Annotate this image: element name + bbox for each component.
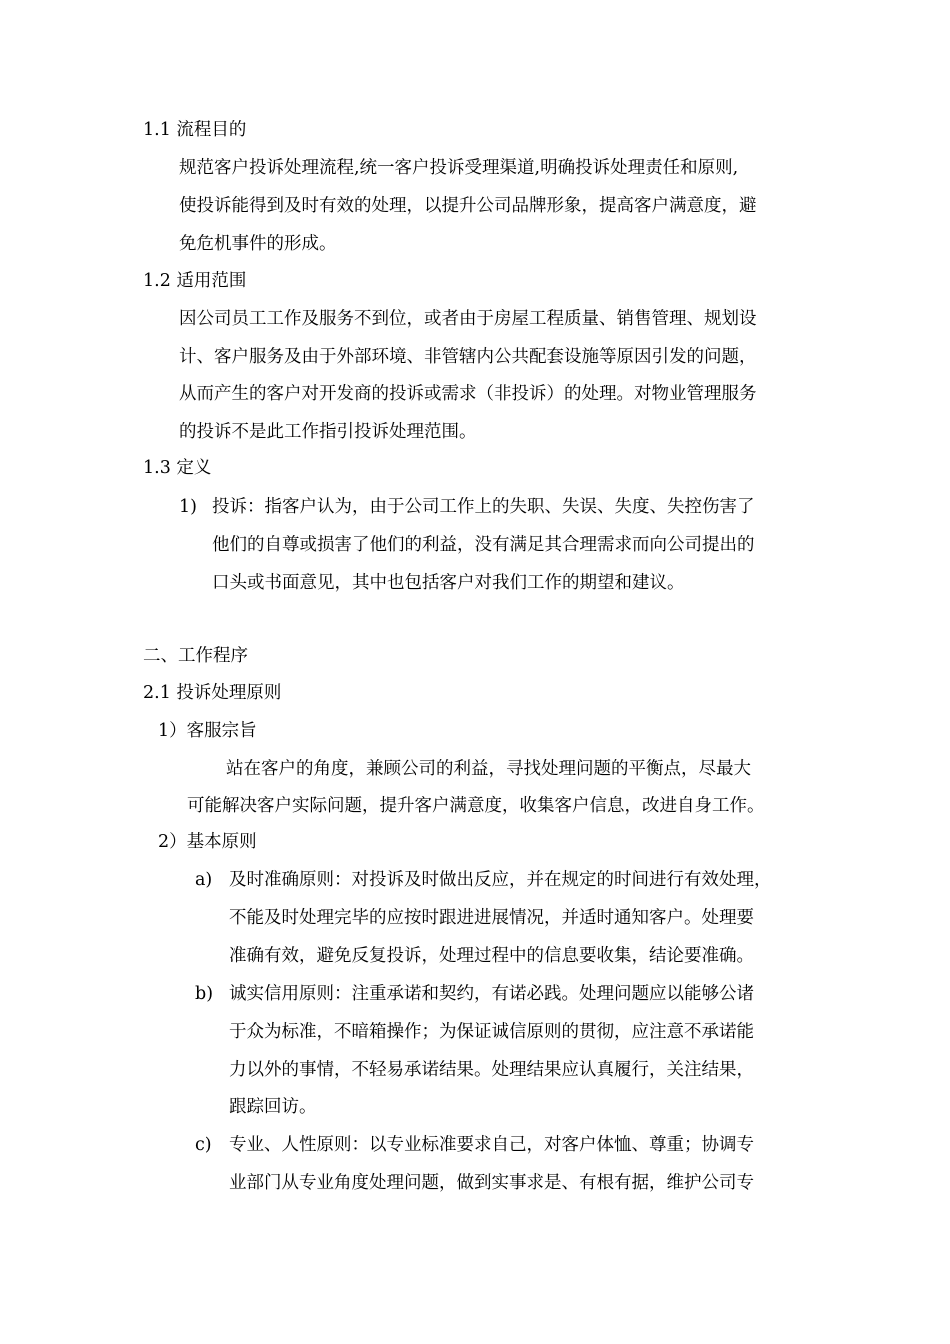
paragraph-line: 可能解决客户实际问题，提升客户满意度，收集客户信息，改进自身工作。 [187, 796, 765, 816]
paragraph-line: 使投诉能得到及时有效的处理，以提升公司品牌形象，提高客户满意度，避 [179, 196, 757, 216]
heading-section-2: 二、工作程序 [143, 646, 248, 666]
paragraph-line: 站在客户的角度，兼顾公司的利益，寻找处理问题的平衡点，尽最大 [226, 759, 751, 779]
list-marker: b) [195, 984, 214, 1004]
definition-line: 投诉：指客户认为，由于公司工作上的失职、失误、失度、失控伤害了 [212, 497, 755, 517]
principle-line: 业部门从专业角度处理问题，做到实事求是、有根有据，维护公司专 [229, 1173, 754, 1193]
paragraph-line: 免危机事件的形成。 [179, 234, 337, 254]
principle-line: 不能及时处理完毕的应按时跟进进展情况，并适时通知客户。处理要 [229, 908, 754, 928]
principle-line: 跟踪回访。 [229, 1097, 317, 1117]
paragraph-line: 规范客户投诉处理流程,统一客户投诉受理渠道,明确投诉处理责任和原则, [179, 158, 739, 178]
heading-1-2: 1.2 适用范围 [143, 271, 247, 291]
principle-line: 及时准确原则：对投诉及时做出反应，并在规定的时间进行有效处理， [229, 870, 772, 890]
subheading-service-purpose: 1）客服宗旨 [158, 721, 257, 741]
principle-line: 准确有效，避免反复投诉，处理过程中的信息要收集，结论要准确。 [229, 946, 754, 966]
subheading-basic-principles: 2）基本原则 [158, 832, 257, 852]
list-marker: 1) [179, 497, 197, 517]
principle-line: 于众为标准，不暗箱操作；为保证诚信原则的贯彻，应注意不承诺能 [229, 1022, 754, 1042]
principle-line: 诚实信用原则：注重承诺和契约，有诺必践。处理问题应以能够公诸 [229, 984, 754, 1004]
list-marker: c) [195, 1135, 212, 1155]
heading-1-1: 1.1 流程目的 [143, 120, 247, 140]
principle-line: 专业、人性原则：以专业标准要求自己，对客户体恤、尊重；协调专 [229, 1135, 754, 1155]
principle-line: 力以外的事情，不轻易承诺结果。处理结果应认真履行，关注结果， [229, 1060, 754, 1080]
paragraph-line: 的投诉不是此工作指引投诉处理范围。 [179, 422, 477, 442]
heading-2-1: 2.1 投诉处理原则 [143, 683, 282, 703]
definition-line: 口头或书面意见，其中也包括客户对我们工作的期望和建议。 [212, 573, 685, 593]
heading-1-3: 1.3 定义 [143, 458, 212, 478]
paragraph-line: 从而产生的客户对开发商的投诉或需求（非投诉）的处理。对物业管理服务 [179, 384, 757, 404]
definition-line: 他们的自尊或损害了他们的利益，没有满足其合理需求而向公司提出的 [212, 535, 755, 555]
paragraph-line: 计、客户服务及由于外部环境、非管辖内公共配套设施等原因引发的问题， [179, 347, 757, 367]
list-marker: a) [195, 870, 213, 890]
paragraph-line: 因公司员工工作及服务不到位，或者由于房屋工程质量、销售管理、规划设 [179, 309, 757, 329]
